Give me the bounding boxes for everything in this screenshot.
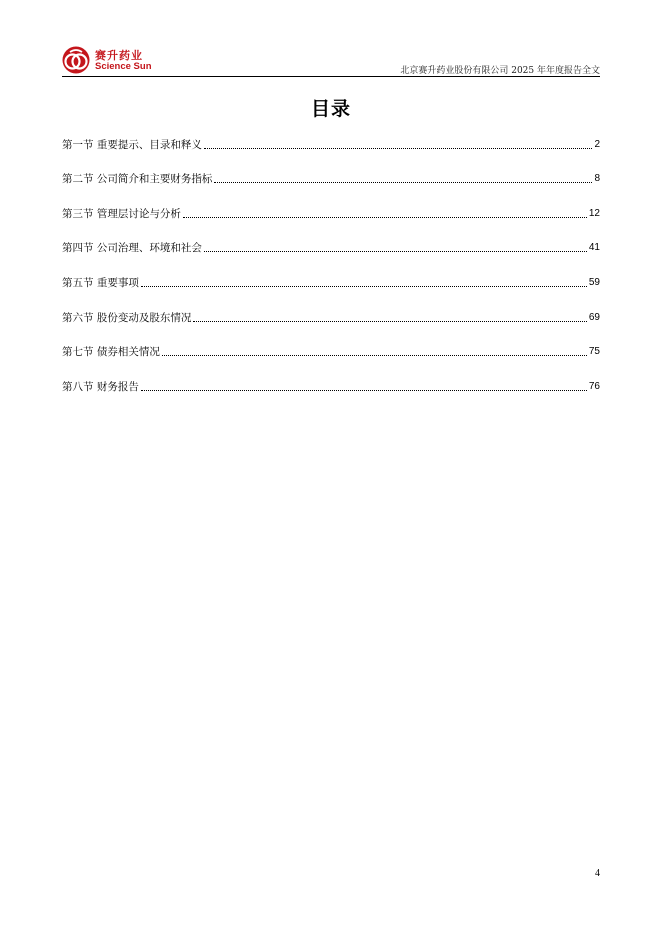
toc-entry-page[interactable]: 12 — [588, 207, 600, 219]
toc-entry[interactable] — [62, 233, 600, 268]
toc-entry-label[interactable]: 第七节 债券相关情况 — [62, 346, 160, 359]
toc-entry-page[interactable]: 59 — [588, 276, 600, 288]
toc-entry[interactable] — [62, 198, 600, 233]
toc-entry-label[interactable]: 第四节 公司治理、环境和社会 — [62, 242, 202, 255]
toc-entry[interactable] — [62, 129, 600, 164]
toc-entry-page[interactable]: 2 — [594, 138, 600, 150]
toc-dot-leader — [162, 355, 587, 356]
toc-entry[interactable] — [62, 164, 600, 199]
toc-entry-page[interactable]: 75 — [588, 346, 600, 358]
toc-entry-page[interactable]: 8 — [594, 173, 600, 185]
toc-entry-page[interactable]: 69 — [588, 311, 600, 323]
toc-list — [62, 129, 600, 406]
toc-dot-leader — [214, 182, 592, 183]
toc-entry[interactable] — [62, 371, 600, 406]
toc-dot-leader — [141, 286, 587, 287]
toc-dot-leader — [193, 321, 587, 322]
toc-dot-leader — [204, 251, 587, 252]
science-sun-logo-icon — [62, 46, 90, 74]
logo-text-chinese: 赛升药业 — [95, 49, 143, 62]
report-title: 北京赛升药业股份有限公司 2025 年年度报告全文 — [400, 66, 600, 76]
toc-entry-label[interactable]: 第五节 重要事项 — [62, 276, 139, 289]
toc-dot-leader — [183, 217, 587, 218]
toc-entry[interactable] — [62, 267, 600, 302]
logo-text-english: Science Sun — [95, 61, 152, 72]
header-divider — [62, 76, 600, 77]
toc-dot-leader — [204, 148, 593, 149]
toc-entry-label[interactable]: 第一节 重要提示、目录和释义 — [62, 138, 202, 151]
toc-entry-label[interactable]: 第二节 公司简介和主要财务指标 — [62, 173, 213, 186]
page-number: 4 — [595, 868, 600, 879]
toc-entry-label[interactable]: 第八节 财务报告 — [62, 380, 139, 393]
toc-title: 目录 — [310, 98, 351, 120]
toc-entry-label[interactable]: 第三节 管理层讨论与分析 — [62, 207, 181, 220]
toc-entry-page[interactable]: 41 — [588, 242, 600, 254]
toc-entry[interactable] — [62, 337, 600, 372]
toc-entry-page[interactable]: 76 — [588, 380, 600, 392]
toc-entry[interactable] — [62, 302, 600, 337]
toc-dot-leader — [141, 390, 587, 391]
toc-entry-label[interactable]: 第六节 股份变动及股东情况 — [62, 311, 192, 324]
page-header — [62, 44, 600, 78]
